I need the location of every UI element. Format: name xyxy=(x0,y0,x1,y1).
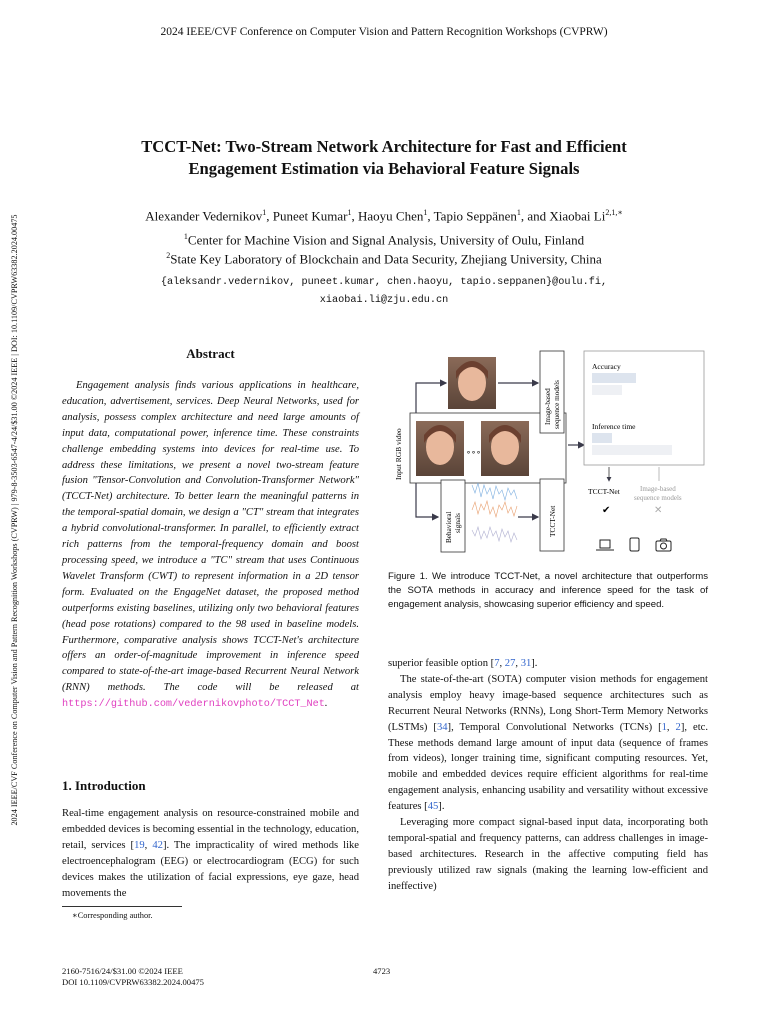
time-bar-baseline xyxy=(592,445,672,455)
affiliation-text: State Key Laboratory of Blockchain and Data Security, Zhejiang University, China xyxy=(170,251,602,267)
author-list xyxy=(40,208,728,224)
author-separator: , xyxy=(351,208,359,224)
author-name: Xiaobai Li xyxy=(549,208,606,224)
email-line-2: xiaobai.li@zju.edu.cn xyxy=(319,295,449,306)
abstract-end: . xyxy=(324,698,328,710)
conference-header: 2024 IEEE/CVF Conference on Computer Vision and Pattern Recognition Workshops (CVPRW) xyxy=(160,26,608,38)
citation-link[interactable]: 42 xyxy=(152,839,163,851)
author-separator: , xyxy=(266,208,273,224)
footer-doi: DOI 10.1109/CVPRW63382.2024.00475 xyxy=(62,977,204,987)
footnote-rule xyxy=(62,906,182,907)
footnote: ∗Corresponding author. xyxy=(72,911,153,920)
citation-link[interactable]: 31 xyxy=(520,658,532,669)
accuracy-bar-baseline xyxy=(592,385,622,395)
title-line-1: TCCT-Net: Two-Stream Network Architecture for Fast and Efficient xyxy=(141,137,627,156)
intro-text: Real-time engagement analysis on resource-constrained mobile and embedded devices is becoming essential in the technology, education, retail, services [ xyxy=(62,808,359,851)
tcct-box-label: TCCT-Net xyxy=(548,505,557,537)
author-name: Puneet Kumar xyxy=(272,208,348,224)
figure-caption: Figure 1. We introduce TCCT-Net, a novel architecture that outperforms the SOTA methods in accuracy and inference speed for the task of engagement analysis, showcasing superior efficiency and speed. xyxy=(388,571,708,610)
affiliation-1 xyxy=(40,232,728,248)
frames-ellipsis: ∘∘∘ xyxy=(466,448,482,457)
email-line-1: {aleksandr.vedernikov, puneet.kumar, chen.haoyu, tapio.seppanen}@oulu.fi, xyxy=(160,277,608,288)
body-text: ], Temporal Convolutional Networks (TCNs) [ xyxy=(447,721,662,733)
intro-heading: 1. Introduction xyxy=(62,778,146,793)
abstract-body xyxy=(62,378,359,713)
author-affiliation-mark: 1 xyxy=(516,208,521,217)
seq-label-2: sequence models xyxy=(553,380,561,429)
affiliation-2 xyxy=(40,251,728,267)
intro-body xyxy=(62,806,359,901)
author-separator: , xyxy=(427,208,434,224)
accuracy-label: Accuracy xyxy=(592,362,621,371)
side-metadata: 2024 IEEE/CVF Conference on Computer Vision and Pattern Recognition Workshops (CVPRW) | 979-8-3503-6547-4/24/$31.00 ©2024 IEEE | DOI: 10.1109/CVPRW63382.2024.00475 xyxy=(10,214,19,826)
author-affiliation-mark: 1 xyxy=(423,208,428,217)
title-line-2: Engagement Estimation via Behavioral Feature Signals xyxy=(188,159,580,178)
affiliation-number: 2 xyxy=(166,251,171,260)
right-paragraph-2: Leveraging more compact signal-based input data, incorporating both temporal-spatial and frequency patterns, can address challenges in image-based architectures. Research in the affective computing field has previously utilized raw signals (making the learning low-efficient and ineffective) xyxy=(388,817,708,892)
intro-text: ]. The impracticality of wired methods like electroencephalogram (EEG) or electrocardiogram (ECG) for such devices makes the utilization of facial expressions, eye gaze, head movements the xyxy=(62,839,360,899)
affiliation-number: 1 xyxy=(183,232,188,241)
citation-link[interactable]: 19 xyxy=(134,839,145,851)
author-affiliation-mark: 2,1,∗ xyxy=(605,208,623,217)
author-affiliation-mark: 1 xyxy=(347,208,352,217)
author-name: Tapio Seppänen xyxy=(433,208,517,224)
author-separator: , and xyxy=(520,208,550,224)
citation-separator: , xyxy=(144,839,153,851)
inference-time-label: Inference time xyxy=(592,422,636,431)
frame-top xyxy=(448,357,496,409)
body-text: ]. xyxy=(531,658,538,669)
citation-link[interactable]: 34 xyxy=(436,721,448,733)
citation-link[interactable]: 7 xyxy=(494,658,500,669)
signal-waves xyxy=(472,483,517,542)
author-affiliation-mark: 1 xyxy=(262,208,267,217)
body-text: ], etc. These methods demand large amount of input data (sequence of frames from videos), longer training time, significant computing resources. Yet, mobile and embedded devices require efficient algorithms for real-time engagement analysis, enhancing usability and versatility without excessive features [ xyxy=(388,721,709,813)
citation-link[interactable]: 1 xyxy=(661,721,667,733)
input-video-label: Input RGB video xyxy=(394,428,403,480)
body-text: The state-of-the-art (SOTA) computer vision methods for engagement analysis employ heavy image-based sequence architectures such as Recurrent Neural Networks (RNNs), Long Short-Term Memory Networks (LSTMs) [ xyxy=(388,673,708,733)
image-output-label-2: sequence models xyxy=(634,494,682,502)
footer-issn: 2160-7516/24/$31.00 ©2024 IEEE xyxy=(62,966,183,976)
frame-right xyxy=(481,421,529,476)
cross-icon: ✕ xyxy=(654,505,663,516)
right-paragraph-1 xyxy=(388,672,708,815)
paper-title xyxy=(60,136,708,180)
laptop-icon xyxy=(596,540,614,550)
time-bar-tcct xyxy=(592,433,612,443)
author-name: Haoyu Chen xyxy=(358,208,424,224)
affiliation-text: Center for Machine Vision and Signal Analysis, University of Oulu, Finland xyxy=(187,232,585,248)
behavioral-label-1: Behavioral xyxy=(445,511,453,543)
citation-separator: , xyxy=(666,721,676,733)
check-icon: ✔ xyxy=(602,505,611,516)
behavioral-label-2: signals xyxy=(454,513,462,533)
body-text: ]. xyxy=(438,801,445,813)
phone-icon xyxy=(630,538,639,551)
frame-left xyxy=(416,421,464,476)
page-number: 4723 xyxy=(373,966,391,976)
citation-separator: , xyxy=(515,658,521,669)
abstract-text: Engagement analysis finds various applications in healthcare, education, advertisement, services. Deep Neural Networks, used for analysis, possess complex architecture and need large amounts of input data, computational power, inference time. These constraints challenge embedding systems into devices for real-time use. To address these limitations, we present a novel two-stream feature fusion "Tensor-Convolution and Convolution-Transformer Network" (TCCT-Net) architecture. To better learn the meaningful patterns in the temporal-spatial domain, we design a "CT" stream that integrates a hybrid convolutional-transformer. In parallel, to efficiently extract rich patterns from the temporal-frequency domain and boost processing speed, we introduce a "TC" stream that uses Continuous Wavelet Transform (CWT) to represent information in a 2D tensor form. Evaluated on the EngageNet dataset, the proposed method outperforms existing baselines, utilizing only two behavioral features (head pose rotations) compared to the 98 used in baseline models. Furthermore, comparative analysis shows TCCT-Net's architecture offers an order-of-magnitude improvement in inference speed compared to state-of-the-art image-based Recurrent Neural Network (RNN) methods. The code will be released at xyxy=(62,380,359,694)
author-name: Alexander Vedernikov xyxy=(145,208,263,224)
figure-1 xyxy=(388,345,710,555)
body-text: superior feasible option [ xyxy=(388,658,495,669)
right-paragraph-0 xyxy=(388,656,708,672)
camera-icon xyxy=(656,539,671,551)
footer-ids xyxy=(62,966,204,988)
accuracy-bar-tcct xyxy=(592,373,636,383)
citation-link[interactable]: 27 xyxy=(504,658,516,669)
code-link[interactable]: https://github.com/vedernikovphoto/TCCT_Net xyxy=(62,699,325,711)
right-column-body xyxy=(388,656,708,895)
seq-label-1: Image-based xyxy=(544,388,552,425)
citation-link[interactable]: 2 xyxy=(675,721,681,733)
tcct-output-label: TCCT-Net xyxy=(588,487,620,496)
citation-separator: , xyxy=(499,658,505,669)
image-output-label-1: Image-based xyxy=(640,485,676,493)
abstract-heading: Abstract xyxy=(186,346,235,361)
citation-link[interactable]: 45 xyxy=(427,801,439,813)
